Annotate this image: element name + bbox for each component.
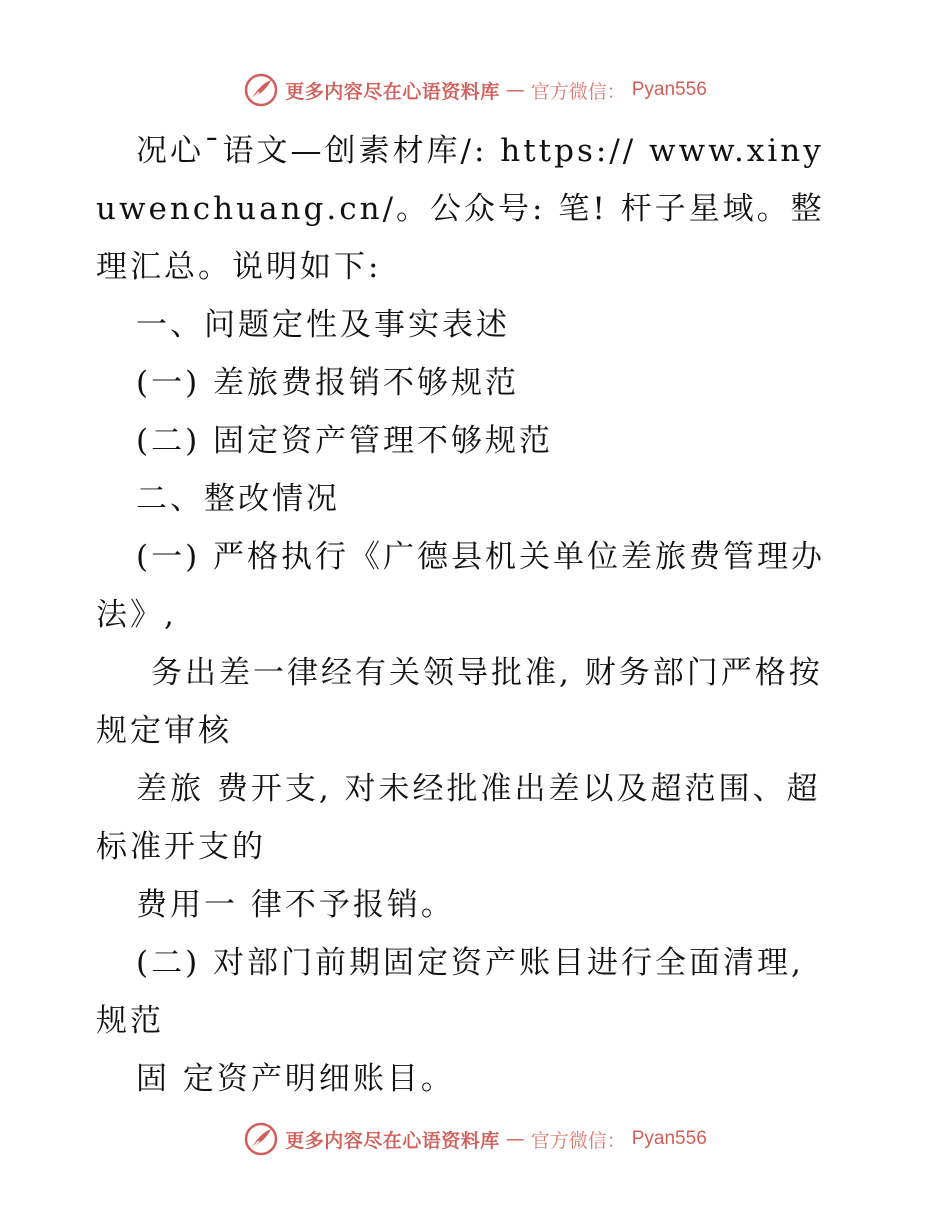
watermark-label: 官方微信： [530, 80, 626, 103]
watermark-main-text: 更多内容尽在心语资料库 [285, 80, 500, 103]
feather-pen-logo-icon [243, 1121, 279, 1157]
section-heading-1: 一、问题定性及事实表述 [136, 307, 510, 343]
body-paragraph-expenses: 差旅 费开支, 对未经批准出差以及超范围、超标准开支的 [96, 771, 821, 865]
body-paragraph-approval: 务出差一律经有关领导批准, 财务部门严格按规定审核 [96, 655, 823, 749]
subsection-1-1: (一) 差旅费报销不够规范 [136, 365, 520, 401]
intro-paragraph: 况心¯语文—创素材库/: https:// www.xinyuwenchuang.cn/。公众号: 笔! 杆子星域。整理汇总。说明如下: [96, 133, 825, 285]
watermark-footer [0, 1119, 950, 1159]
watermark-label: 官方微信： [530, 1129, 626, 1152]
body-paragraph-assets: 固 定资产明细账目。 [136, 1061, 455, 1097]
subsection-1-2: (二) 固定资产管理不够规范 [136, 423, 554, 459]
feather-pen-logo-icon [243, 72, 279, 108]
watermark-main-text: 更多内容尽在心语资料库 [285, 1129, 500, 1152]
document-body [96, 122, 836, 1108]
watermark-wechat-id: Pyan556 [631, 1128, 707, 1149]
watermark-dash: — [505, 79, 525, 101]
watermark-wechat-id: Pyan556 [631, 79, 707, 100]
watermark-dash: — [505, 1128, 525, 1150]
body-paragraph-reimbursement: 费用一 律不予报销。 [136, 887, 455, 923]
watermark-header [0, 70, 950, 110]
subsection-2-2: (二) 对部门前期固定资产账目进行全面清理, 规范 [96, 945, 804, 1039]
section-heading-2: 二、整改情况 [136, 481, 340, 517]
subsection-2-1: (一) 严格执行《广德县机关单位差旅费管理办法》, [96, 539, 826, 633]
